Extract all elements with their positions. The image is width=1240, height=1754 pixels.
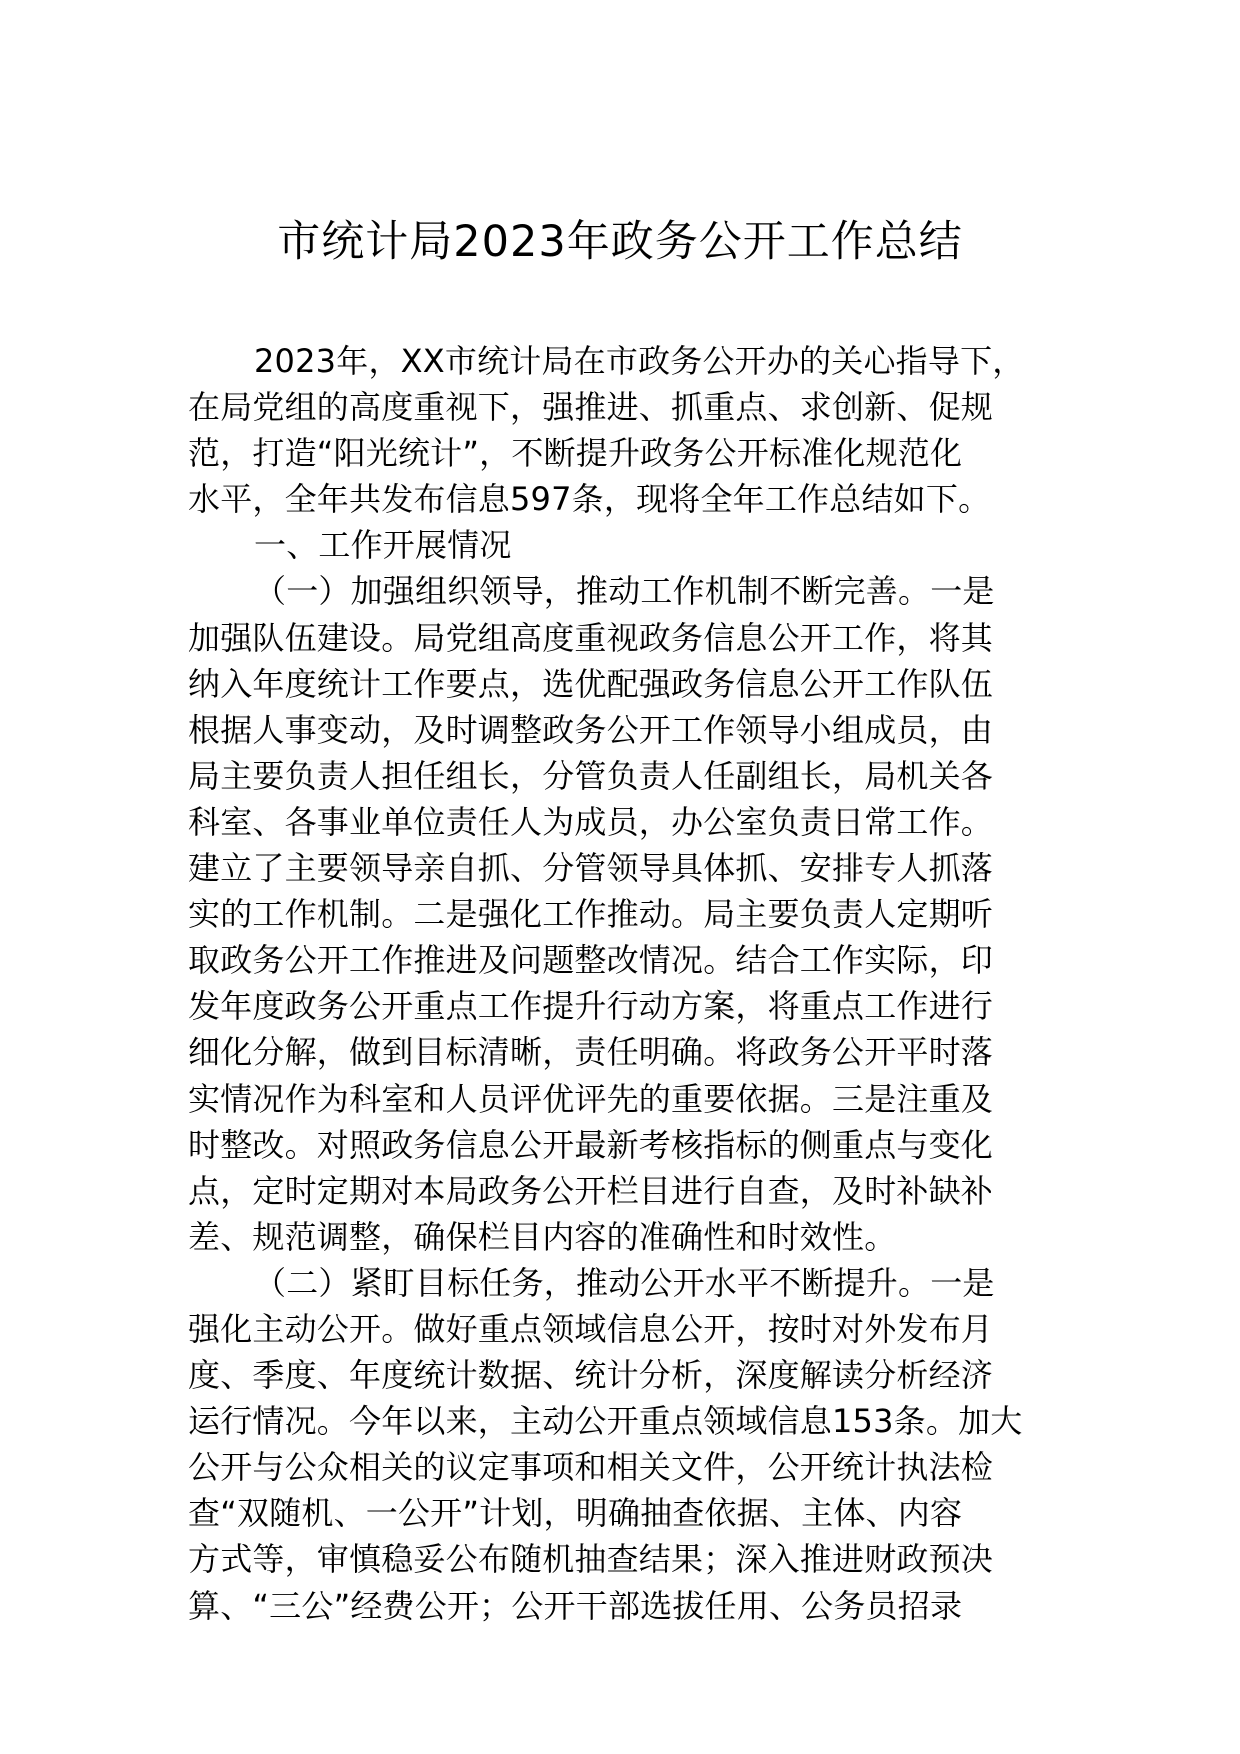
paragraph-line: 实的工作机制。二是强化工作推动。局主要负责人定期听 [188,895,994,934]
paragraph-line: 范，打造“阳光统计”，不断提升政务公开标准化规范化 [188,434,963,473]
document-title: 市统计局2023年政务公开工作总结 [277,217,963,267]
paragraph-line: 在局党组的高度重视下，强推进、抓重点、求创新、促规 [188,388,994,427]
paragraph-line: 建立了主要领导亲自抓、分管领导具体抓、安排专人抓落 [188,849,994,888]
paragraph-line: 取政务公开工作推进及问题整改情况。结合工作实际，印 [188,941,994,980]
paragraph-line: 差、规范调整，确保栏目内容的准确性和时效性。 [188,1217,897,1256]
paragraph-line: 时整改。对照政务信息公开最新考核指标的侧重点与变化 [188,1125,994,1164]
paragraph-line: 加强队伍建设。局党组高度重视政务信息公开工作，将其 [188,618,994,657]
paragraph-line: 实情况作为科室和人员评优评先的重要依据。三是注重及 [188,1079,994,1118]
paragraph-line: 点，定时定期对本局政务公开栏目进行自查，及时补缺补 [188,1171,994,1210]
paragraph-line: 2023年，XX市统计局在市政务公开办的关心指导下， [254,342,1025,380]
paragraph-line: 发年度政务公开重点工作提升行动方案，将重点工作进行 [188,987,994,1026]
paragraph-line: （一）加强组织领导，推动工作机制不断完善。一是 [254,572,995,611]
paragraph-line: 公开与公众相关的议定事项和相关文件，公开统计执法检 [188,1448,994,1487]
paragraph-line: （二）紧盯目标任务，推动公开水平不断提升。一是 [254,1263,995,1302]
paragraph-line: 算、“三公”经费公开；公开干部选拔任用、公务员招录 [188,1586,963,1625]
paragraph-line: 运行情况。今年以来，主动公开重点领域信息153条。加大 [188,1402,1023,1441]
paragraph-line: 度、季度、年度统计数据、统计分析，深度解读分析经济 [188,1356,994,1395]
paragraph-line: 方式等，审慎稳妥公布随机抽查结果；深入推进财政预决 [188,1540,994,1579]
section-heading: 一、工作开展情况 [254,526,512,565]
paragraph-line: 科室、各事业单位责任人为成员，办公室负责日常工作。 [188,802,994,841]
paragraph-line: 强化主动公开。做好重点领域信息公开，按时对外发布月 [188,1309,994,1348]
document-body [188,338,1050,1629]
paragraph-line: 水平，全年共发布信息597条，现将全年工作总结如下。 [188,480,991,519]
paragraph-line: 纳入年度统计工作要点，选优配强政务信息公开工作队伍 [188,664,994,703]
paragraph-line: 根据人事变动，及时调整政务公开工作领导小组成员，由 [188,710,994,749]
paragraph-line: 查“双随机、一公开”计划，明确抽查依据、主体、内容 [188,1494,963,1533]
paragraph-line: 局主要负责人担任组长，分管负责人任副组长，局机关各 [188,756,994,795]
paragraph-line: 细化分解，做到目标清晰，责任明确。将政务公开平时落 [188,1033,994,1072]
